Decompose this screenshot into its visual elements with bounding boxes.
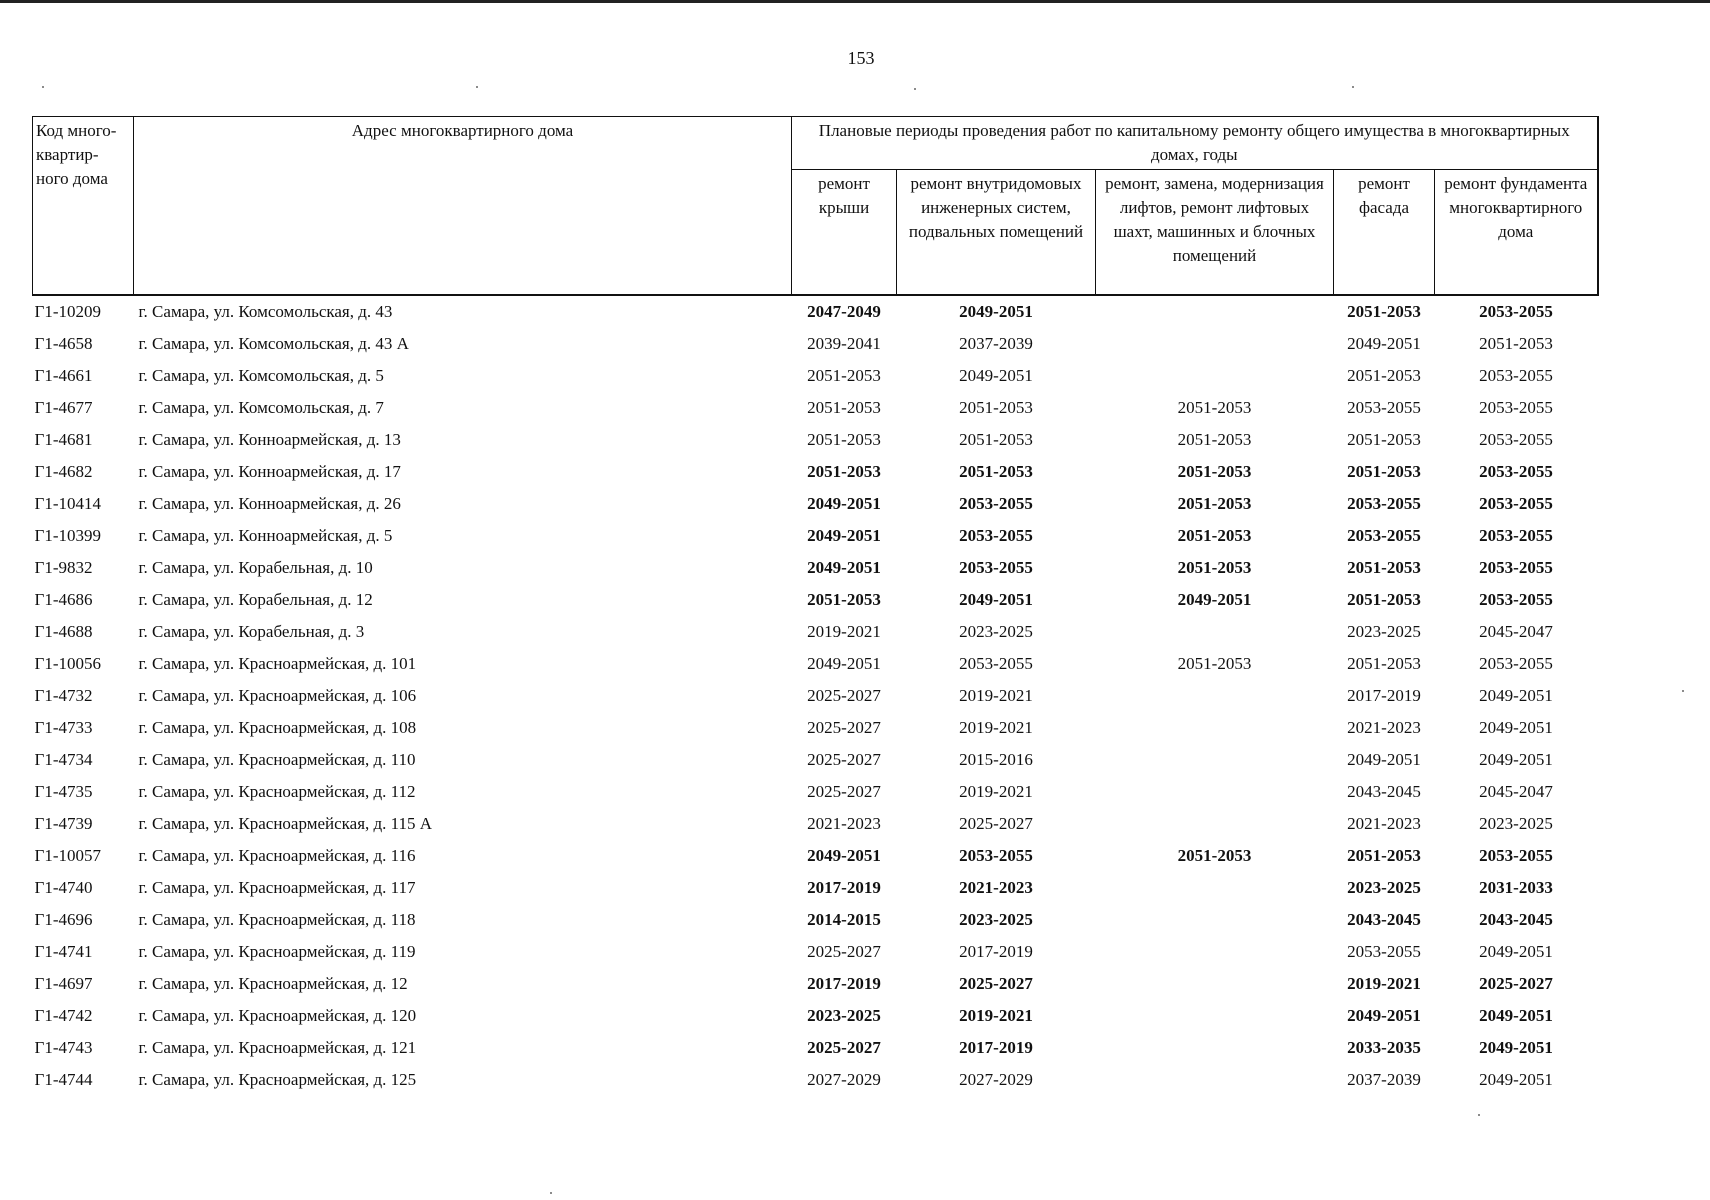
row-code: Г1-4743	[34, 1038, 93, 1057]
row-engineering-period: 2023-2025	[959, 622, 1033, 641]
row-code: Г1-10414	[34, 494, 101, 513]
row-engineering-period: 2051-2053	[959, 398, 1033, 417]
row-elevators-period: 2051-2053	[1177, 846, 1252, 865]
row-facade-period: 2049-2051	[1347, 750, 1421, 769]
table-row	[33, 648, 1598, 680]
row-roof-period: 2049-2051	[807, 494, 881, 513]
row-address: г. Самара, ул. Корабельная, д. 12	[138, 590, 373, 609]
row-roof-period: 2025-2027	[807, 1038, 881, 1057]
row-facade-period: 2053-2055	[1347, 398, 1421, 417]
row-code: Г1-4686	[34, 590, 93, 609]
table-row	[33, 1000, 1598, 1032]
header-periods-group: Плановые периоды проведения работ по капитальному ремонту общего имущества в многоквартирных домах, годы	[792, 117, 1598, 170]
row-engineering-period: 2049-2051	[959, 302, 1033, 321]
table-row	[33, 936, 1598, 968]
row-foundation-period: 2049-2051	[1479, 1006, 1553, 1025]
row-address: г. Самара, ул. Красноармейская, д. 120	[138, 1006, 417, 1025]
capital-repair-schedule-table	[32, 116, 1599, 1096]
row-elevators-period: 2051-2053	[1177, 430, 1252, 449]
row-roof-period: 2049-2051	[807, 526, 881, 545]
row-code: Г1-4740	[34, 878, 93, 897]
row-foundation-period: 2043-2045	[1479, 910, 1553, 929]
row-address: г. Самара, ул. Красноармейская, д. 116	[138, 846, 416, 865]
table-row	[33, 295, 1598, 328]
row-roof-period: 2039-2041	[807, 334, 881, 353]
table-row	[33, 968, 1598, 1000]
table-row	[33, 488, 1598, 520]
table-row	[33, 1032, 1598, 1064]
row-address: г. Самара, ул. Красноармейская, д. 112	[138, 782, 416, 801]
row-foundation-period: 2053-2055	[1479, 462, 1553, 481]
row-code: Г1-4739	[34, 814, 93, 833]
row-elevators-period	[1096, 616, 1334, 648]
row-address: г. Самара, ул. Красноармейская, д. 121	[138, 1038, 417, 1057]
row-foundation-period: 2045-2047	[1479, 782, 1553, 801]
row-foundation-period: 2053-2055	[1479, 526, 1553, 545]
row-engineering-period: 2017-2019	[959, 942, 1033, 961]
row-elevators-period	[1096, 808, 1334, 840]
row-elevators-period: 2049-2051	[1177, 590, 1252, 609]
row-roof-period: 2025-2027	[807, 750, 881, 769]
header-elevators: ремонт, замена, модернизация лифтов, ремонт лифтовых шахт, машинных и блочных помещений	[1096, 170, 1334, 296]
row-elevators-period	[1096, 295, 1334, 328]
row-roof-period: 2021-2023	[807, 814, 881, 833]
row-roof-period: 2023-2025	[807, 1006, 881, 1025]
row-engineering-period: 2025-2027	[959, 974, 1033, 993]
row-code: Г1-10399	[34, 526, 101, 545]
row-address: г. Самара, ул. Красноармейская, д. 118	[138, 910, 416, 929]
row-foundation-period: 2049-2051	[1479, 942, 1553, 961]
row-engineering-period: 2053-2055	[959, 494, 1033, 513]
table-row	[33, 904, 1598, 936]
row-code: Г1-4682	[34, 462, 93, 481]
scan-speck	[1352, 86, 1354, 88]
row-elevators-period	[1096, 712, 1334, 744]
row-roof-period: 2051-2053	[807, 590, 881, 609]
row-address: г. Самара, ул. Красноармейская, д. 117	[138, 878, 416, 897]
row-roof-period: 2047-2049	[807, 302, 881, 321]
row-code: Г1-4734	[34, 750, 93, 769]
row-engineering-period: 2049-2051	[959, 590, 1033, 609]
row-elevators-period: 2051-2053	[1177, 462, 1252, 481]
row-facade-period: 2051-2053	[1347, 590, 1421, 609]
row-foundation-period: 2045-2047	[1479, 622, 1553, 641]
row-address: г. Самара, ул. Красноармейская, д. 115 А	[138, 814, 433, 833]
row-elevators-period: 2051-2053	[1177, 558, 1252, 577]
row-foundation-period: 2049-2051	[1479, 1070, 1553, 1089]
table-body	[33, 295, 1598, 1096]
row-engineering-period: 2053-2055	[959, 558, 1033, 577]
row-foundation-period: 2049-2051	[1479, 718, 1553, 737]
row-facade-period: 2051-2053	[1347, 430, 1421, 449]
row-code: Г1-4661	[34, 366, 93, 385]
row-facade-period: 2051-2053	[1347, 846, 1421, 865]
row-elevators-period	[1096, 360, 1334, 392]
row-roof-period: 2051-2053	[807, 366, 881, 385]
row-facade-period: 2017-2019	[1347, 686, 1421, 705]
row-code: Г1-4696	[34, 910, 93, 929]
row-code: Г1-4733	[34, 718, 93, 737]
row-roof-period: 2027-2029	[807, 1070, 881, 1089]
row-address: г. Самара, ул. Комсомольская, д. 43	[138, 302, 393, 321]
header-address: Адрес многоквартирного дома	[134, 117, 792, 296]
row-address: г. Самара, ул. Конноармейская, д. 13	[138, 430, 401, 449]
row-code: Г1-4677	[34, 398, 93, 417]
row-engineering-period: 2049-2051	[959, 366, 1033, 385]
table-row	[33, 1064, 1598, 1096]
row-elevators-period: 2051-2053	[1177, 526, 1252, 545]
table-row	[33, 680, 1598, 712]
row-address: г. Самара, ул. Комсомольская, д. 7	[138, 398, 384, 417]
row-facade-period: 2051-2053	[1347, 366, 1421, 385]
row-facade-period: 2051-2053	[1347, 654, 1421, 673]
row-facade-period: 2053-2055	[1347, 942, 1421, 961]
row-engineering-period: 2019-2021	[959, 718, 1033, 737]
row-engineering-period: 2053-2055	[959, 846, 1033, 865]
row-roof-period: 2025-2027	[807, 686, 881, 705]
row-engineering-period: 2019-2021	[959, 1006, 1033, 1025]
header-engineering: ремонт внутридомовых инженерных систем, подвальных помещений	[897, 170, 1096, 296]
row-foundation-period: 2053-2055	[1479, 494, 1553, 513]
scan-speck	[1478, 1114, 1480, 1116]
scan-speck	[476, 86, 478, 88]
row-elevators-period: 2051-2053	[1177, 494, 1252, 513]
table-row	[33, 456, 1598, 488]
row-foundation-period: 2049-2051	[1479, 1038, 1553, 1057]
row-foundation-period: 2053-2055	[1479, 366, 1553, 385]
row-facade-period: 2021-2023	[1347, 718, 1421, 737]
row-elevators-period	[1096, 936, 1334, 968]
row-elevators-period: 2051-2053	[1177, 398, 1252, 417]
table-row	[33, 776, 1598, 808]
row-address: г. Самара, ул. Конноармейская, д. 5	[138, 526, 393, 545]
row-foundation-period: 2053-2055	[1479, 654, 1553, 673]
row-address: г. Самара, ул. Красноармейская, д. 12	[138, 974, 408, 993]
row-roof-period: 2049-2051	[807, 846, 881, 865]
row-roof-period: 2051-2053	[807, 398, 881, 417]
row-facade-period: 2033-2035	[1347, 1038, 1421, 1057]
row-address: г. Самара, ул. Конноармейская, д. 17	[138, 462, 401, 481]
row-facade-period: 2051-2053	[1347, 302, 1421, 321]
row-foundation-period: 2049-2051	[1479, 686, 1553, 705]
row-engineering-period: 2053-2055	[959, 654, 1033, 673]
row-roof-period: 2025-2027	[807, 942, 881, 961]
row-elevators-period	[1096, 776, 1334, 808]
row-facade-period: 2053-2055	[1347, 494, 1421, 513]
table-row	[33, 840, 1598, 872]
scan-speck	[42, 86, 44, 88]
row-roof-period: 2051-2053	[807, 430, 881, 449]
row-address: г. Самара, ул. Красноармейская, д. 108	[138, 718, 417, 737]
row-elevators-period	[1096, 680, 1334, 712]
row-foundation-period: 2053-2055	[1479, 302, 1553, 321]
row-facade-period: 2051-2053	[1347, 558, 1421, 577]
row-foundation-period: 2025-2027	[1479, 974, 1553, 993]
table-row	[33, 712, 1598, 744]
row-roof-period: 2025-2027	[807, 782, 881, 801]
row-engineering-period: 2019-2021	[959, 782, 1033, 801]
row-roof-period: 2014-2015	[807, 910, 881, 929]
row-roof-period: 2017-2019	[807, 974, 881, 993]
row-code: Г1-10057	[34, 846, 101, 865]
row-code: Г1-10056	[34, 654, 101, 673]
row-code: Г1-10209	[34, 302, 101, 321]
row-elevators-period	[1096, 1064, 1334, 1096]
row-engineering-period: 2015-2016	[959, 750, 1033, 769]
row-foundation-period: 2023-2025	[1479, 814, 1553, 833]
row-engineering-period: 2053-2055	[959, 526, 1033, 545]
row-address: г. Самара, ул. Конноармейская, д. 26	[138, 494, 401, 513]
row-elevators-period: 2051-2053	[1177, 654, 1252, 673]
row-elevators-period	[1096, 1000, 1334, 1032]
row-roof-period: 2019-2021	[807, 622, 881, 641]
row-code: Г1-4688	[34, 622, 93, 641]
row-elevators-period	[1096, 904, 1334, 936]
row-facade-period: 2049-2051	[1347, 1006, 1421, 1025]
row-facade-period: 2043-2045	[1347, 782, 1421, 801]
row-engineering-period: 2023-2025	[959, 910, 1033, 929]
row-address: г. Самара, ул. Красноармейская, д. 110	[138, 750, 416, 769]
header-foundation: ремонт фундамента многоквартирного дома	[1435, 170, 1598, 296]
row-roof-period: 2017-2019	[807, 878, 881, 897]
row-facade-period: 2053-2055	[1347, 526, 1421, 545]
row-roof-period: 2049-2051	[807, 654, 881, 673]
row-code: Г1-9832	[34, 558, 93, 577]
row-address: г. Самара, ул. Красноармейская, д. 119	[138, 942, 416, 961]
row-engineering-period: 2021-2023	[959, 878, 1033, 897]
row-foundation-period: 2051-2053	[1479, 334, 1553, 353]
row-code: Г1-4697	[34, 974, 93, 993]
table-row	[33, 360, 1598, 392]
table-header	[33, 117, 1598, 296]
row-address: г. Самара, ул. Комсомольская, д. 43 А	[138, 334, 409, 353]
table-row	[33, 520, 1598, 552]
row-roof-period: 2049-2051	[807, 558, 881, 577]
row-roof-period: 2051-2053	[807, 462, 881, 481]
row-code: Г1-4744	[34, 1070, 93, 1089]
row-elevators-period	[1096, 1032, 1334, 1064]
row-foundation-period: 2049-2051	[1479, 750, 1553, 769]
page-top-border	[0, 0, 1710, 3]
page-number: 153	[847, 48, 875, 68]
row-code: Г1-4741	[34, 942, 93, 961]
row-code: Г1-4681	[34, 430, 93, 449]
row-address: г. Самара, ул. Красноармейская, д. 101	[138, 654, 417, 673]
row-elevators-period	[1096, 744, 1334, 776]
row-code: Г1-4742	[34, 1006, 93, 1025]
row-facade-period: 2023-2025	[1347, 622, 1421, 641]
row-roof-period: 2025-2027	[807, 718, 881, 737]
row-code: Г1-4658	[34, 334, 93, 353]
scan-speck	[914, 88, 916, 90]
row-facade-period: 2051-2053	[1347, 462, 1421, 481]
row-facade-period: 2021-2023	[1347, 814, 1421, 833]
row-facade-period: 2043-2045	[1347, 910, 1421, 929]
row-elevators-period	[1096, 872, 1334, 904]
row-address: г. Самара, ул. Корабельная, д. 3	[138, 622, 365, 641]
table-row	[33, 552, 1598, 584]
row-engineering-period: 2027-2029	[959, 1070, 1033, 1089]
scan-speck	[1682, 690, 1684, 692]
header-code: Код много-квартир-ного дома	[33, 117, 134, 296]
row-engineering-period: 2051-2053	[959, 462, 1033, 481]
row-engineering-period: 2017-2019	[959, 1038, 1033, 1057]
table-row	[33, 328, 1598, 360]
row-address: г. Самара, ул. Корабельная, д. 10	[138, 558, 373, 577]
row-address: г. Самара, ул. Красноармейская, д. 125	[138, 1070, 417, 1089]
row-engineering-period: 2051-2053	[959, 430, 1033, 449]
table-row	[33, 392, 1598, 424]
row-foundation-period: 2053-2055	[1479, 590, 1553, 609]
row-engineering-period: 2025-2027	[959, 814, 1033, 833]
row-elevators-period	[1096, 968, 1334, 1000]
row-foundation-period: 2053-2055	[1479, 430, 1553, 449]
row-foundation-period: 2053-2055	[1479, 558, 1553, 577]
row-engineering-period: 2019-2021	[959, 686, 1033, 705]
row-foundation-period: 2053-2055	[1479, 398, 1553, 417]
table-row	[33, 616, 1598, 648]
table-row	[33, 584, 1598, 616]
row-foundation-period: 2031-2033	[1479, 878, 1553, 897]
row-foundation-period: 2053-2055	[1479, 846, 1553, 865]
row-engineering-period: 2037-2039	[959, 334, 1033, 353]
header-roof: ремонт крыши	[792, 170, 897, 296]
row-code: Г1-4735	[34, 782, 93, 801]
table-row	[33, 744, 1598, 776]
table-row	[33, 808, 1598, 840]
scan-speck	[550, 1192, 552, 1194]
row-address: г. Самара, ул. Красноармейская, д. 106	[138, 686, 417, 705]
table-row	[33, 424, 1598, 456]
row-facade-period: 2023-2025	[1347, 878, 1421, 897]
row-code: Г1-4732	[34, 686, 93, 705]
row-facade-period: 2037-2039	[1347, 1070, 1421, 1089]
table-row	[33, 872, 1598, 904]
row-facade-period: 2019-2021	[1347, 974, 1421, 993]
row-address: г. Самара, ул. Комсомольская, д. 5	[138, 366, 384, 385]
header-facade: ремонт фасада	[1334, 170, 1435, 296]
row-facade-period: 2049-2051	[1347, 334, 1421, 353]
row-elevators-period	[1096, 328, 1334, 360]
